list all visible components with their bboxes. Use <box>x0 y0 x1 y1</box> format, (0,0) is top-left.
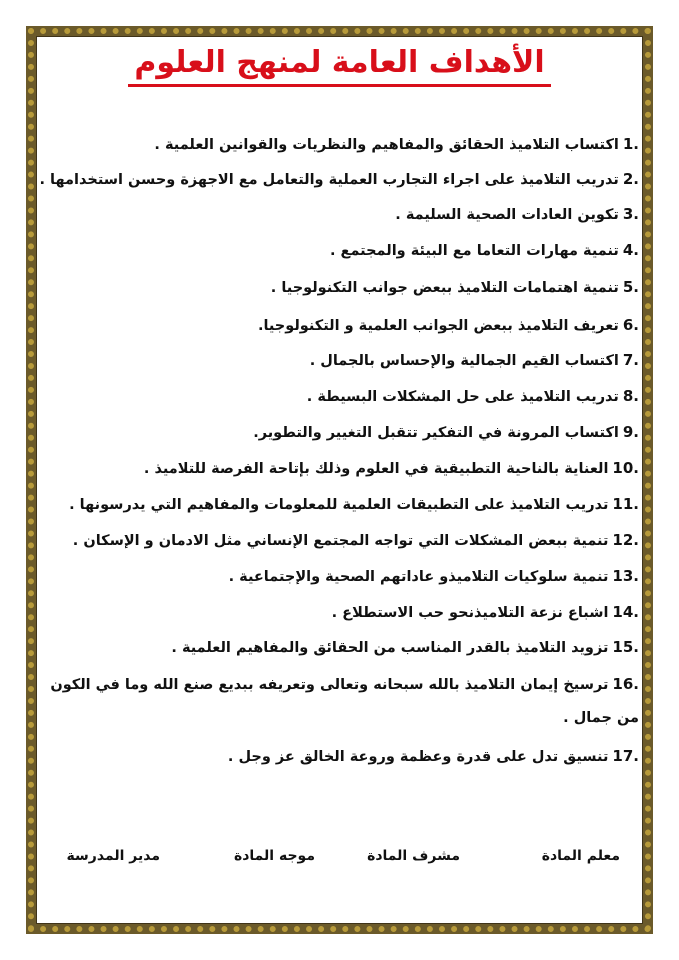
item-number: 2. <box>622 170 639 188</box>
item-text: العناية بالناحية التطبيقية في العلوم وذلك بإتاحة الفرصة للتلاميذ . <box>143 461 609 477</box>
list-item <box>34 128 639 161</box>
list-item <box>34 380 639 413</box>
item-number: 16. <box>612 675 639 693</box>
item-text: تكوين العادات الصحية السليمة . <box>395 207 619 223</box>
list-item <box>34 416 639 449</box>
signature-guide: موجه المادة <box>233 848 315 864</box>
item-text: اكتساب القيم الجمالية والإحساس بالجمال . <box>309 353 619 369</box>
list-item <box>34 488 639 521</box>
item-number: 11. <box>612 495 639 513</box>
item-number: 17. <box>612 747 639 765</box>
item-text: تعريف التلاميذ ببعض الجوانب العلمية و التكنولوجيا. <box>257 318 619 334</box>
item-text: تنمية ببعض المشكلات التي تواجه المجتمع الإنساني مثل الادمان و الإسكان . <box>72 533 609 549</box>
item-number: 8. <box>622 387 639 405</box>
list-item <box>34 452 639 485</box>
list-item <box>34 309 639 342</box>
item-number: 3. <box>622 205 639 223</box>
list-item <box>34 234 639 267</box>
page-title: الأهداف العامة لمنهج العلوم <box>128 44 550 87</box>
item-text: ترسيخ إيمان التلاميذ بالله سبحانه وتعالى وتعريفه ببديع صنع الله وما في الكون من جمال . <box>50 677 639 726</box>
list-item <box>34 596 639 629</box>
item-text: تدريب التلاميذ على التطبيقات العلمية للمعلومات والمفاهيم التي يدرسونها . <box>69 497 609 513</box>
list-item <box>34 344 639 377</box>
list-item <box>34 740 639 773</box>
item-text: اشباع نزعة التلاميذنحو حب الاستطلاع . <box>331 605 609 621</box>
item-number: 12. <box>612 531 639 549</box>
item-number: 1. <box>622 135 639 153</box>
item-text: تنمية اهتمامات التلاميذ ببعض جوانب التكنولوجيا . <box>270 280 619 296</box>
item-text: تنسيق تدل على قدرة وعظمة وروعة الخالق عز وجل . <box>227 749 609 765</box>
item-number: 15. <box>612 638 639 656</box>
item-text: اكتساب التلاميذ الحقائق والمفاهيم والنظريات والقوانين العلمية . <box>154 137 619 153</box>
list-item <box>34 163 639 196</box>
signature-supervisor: مشرف المادة <box>367 848 460 864</box>
item-number: 6. <box>622 316 639 334</box>
item-number: 5. <box>622 278 639 296</box>
item-text: تنمية سلوكيات التلاميذو عاداتهم الصحية والإجتماعية . <box>228 569 609 585</box>
list-item <box>34 668 639 735</box>
item-number: 4. <box>622 241 639 259</box>
list-item <box>34 631 639 664</box>
item-text: اكتساب المرونة في التفكير تتقبل التغيير والتطوير. <box>253 425 619 441</box>
signature-teacher: معلم المادة <box>541 848 620 864</box>
list-item <box>34 560 639 593</box>
list-item <box>34 271 639 304</box>
signature-row <box>60 848 620 872</box>
item-text: تدريب التلاميذ على اجراء التجارب العملية والتعامل مع الاجهزة وحسن استخدامها . <box>39 172 619 188</box>
list-item <box>34 524 639 557</box>
list-item <box>34 198 639 231</box>
item-number: 10. <box>612 459 639 477</box>
signature-principal: مدير المدرسة <box>66 848 160 864</box>
item-text: تنمية مهارات التعاما مع البيئة والمجتمع . <box>330 243 619 259</box>
item-number: 13. <box>612 567 639 585</box>
item-number: 9. <box>622 423 639 441</box>
item-number: 7. <box>622 351 639 369</box>
item-text: تدريب التلاميذ على حل المشكلات البسيطة . <box>306 389 619 405</box>
title-container <box>0 44 679 87</box>
item-text: تزويد التلاميذ بالقدر المناسب من الحقائق والمفاهيم العلمية . <box>171 640 609 656</box>
item-number: 14. <box>612 603 639 621</box>
